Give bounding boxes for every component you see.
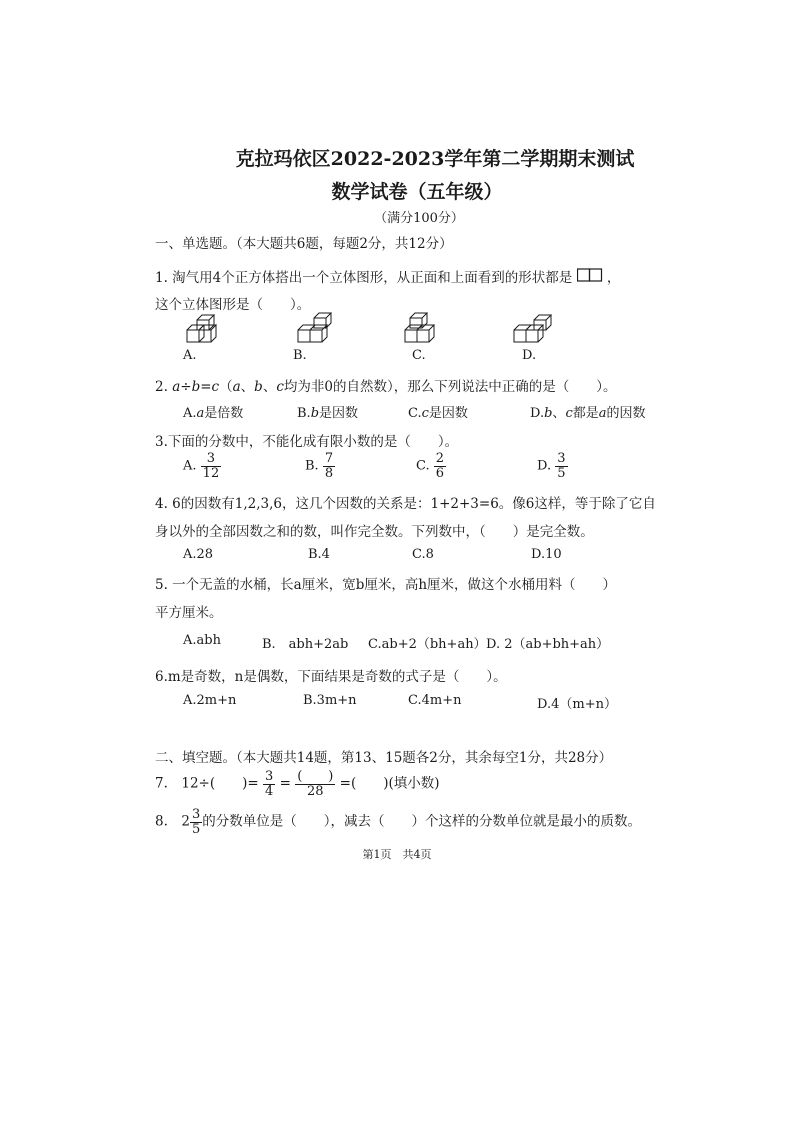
fraction: $\frac{3}{4}$ xyxy=(265,769,274,799)
q7-question: 7. 12÷( )= $\frac{3}{4}$ = $\frac{( )}{28}$ =( )(填小数) xyxy=(155,769,440,799)
q1-option-d[interactable]: D. xyxy=(522,348,537,363)
q2-question: 2. a÷b=c（a、b、c均为非0的自然数），那么下列说法中正确的是（ ）。 xyxy=(155,379,617,395)
q1-option-b[interactable]: B. xyxy=(293,348,307,363)
q4-line2: 身以外的全部因数之和的数，叫作完全数。下列数中，（ ）是完全数。 xyxy=(155,524,594,540)
fraction: $\frac{2}{6}$ xyxy=(435,451,445,481)
section1-heading: 一、单选题。（本大题共6题，每题2分，共12分） xyxy=(155,236,453,252)
q4-option-b[interactable]: B.4 xyxy=(308,547,330,562)
fraction: $\frac{3}{5}$ xyxy=(191,807,201,837)
q5-option-c[interactable]: C.ab+2（bh+ah） xyxy=(368,637,487,652)
q6-option-b[interactable]: B.3m+n xyxy=(303,693,357,708)
cube-figure-d-icon xyxy=(512,312,556,348)
q3-option-d[interactable]: D. $\frac{3}{5}$ xyxy=(537,451,566,481)
q6-option-c[interactable]: C.4m+n xyxy=(408,693,462,708)
q6-question: 6.m是奇数，n是偶数，下面结果是奇数的式子是（ ）。 xyxy=(155,669,507,685)
section2-heading: 二、填空题。（本大题共14题，第13、15题各2分，其余每空1分，共28分） xyxy=(155,750,613,766)
exam-title: 克拉玛依区2022-2023学年第二学期期末测试 xyxy=(235,148,635,170)
q2-option-b[interactable]: B.b是因数 xyxy=(297,406,359,421)
q4-option-d[interactable]: D.10 xyxy=(531,547,562,562)
fraction: $\frac{7}{8}$ xyxy=(324,451,334,481)
q5-option-b[interactable]: B. abh+2ab xyxy=(262,637,349,652)
cube-figure-a-icon xyxy=(185,312,229,348)
q5-option-d[interactable]: D. 2（ab+bh+ah） xyxy=(486,637,610,652)
q1-line1 xyxy=(155,266,620,286)
q5-option-a[interactable]: A.abh xyxy=(183,633,221,648)
q3-option-c[interactable]: C. $\frac{2}{6}$ xyxy=(416,451,445,481)
fraction: $\frac{( )}{28}$ xyxy=(297,769,334,799)
q1-option-c[interactable]: C. xyxy=(412,348,426,363)
q2-option-a[interactable]: A.a是倍数 xyxy=(183,406,244,421)
q6-option-d[interactable]: D.4（m+n） xyxy=(537,697,617,712)
q1-text: 1. 淘气用4个正方体搭出一个立体图形，从正面和上面看到的形状都是 xyxy=(155,270,573,286)
page-number: 第1页 共4页 xyxy=(362,848,432,861)
q5-line1: 5. 一个无盖的水桶，长a厘米，宽b厘米，高h厘米，做这个水桶用料（ ） xyxy=(155,577,617,593)
q3-question: 3.下面的分数中，不能化成有限小数的是（ ）。 xyxy=(155,434,459,450)
q8-question: 8. 2 $\frac{3}{5}$ 的分数单位是（ ），减去（ ）个这样的分数单位就是最小的质数。 xyxy=(155,807,642,837)
cube-figure-c-icon xyxy=(403,312,447,348)
q3-option-b[interactable]: B. $\frac{7}{8}$ xyxy=(305,451,334,481)
fraction: $\frac{3}{12}$ xyxy=(202,451,220,481)
two-squares-icon xyxy=(577,268,603,286)
q1-comma: ， xyxy=(606,270,621,286)
full-score: （满分100分） xyxy=(374,211,464,226)
q2-option-c[interactable]: C.c是因数 xyxy=(408,406,468,421)
q4-line1: 4. 6的因数有1,2,3,6，这几个因数的关系是：1+2+3=6。像6这样，等于除了它自 xyxy=(155,496,656,512)
q2-option-d[interactable]: D.b、c都是a的因数 xyxy=(530,406,646,421)
exam-subtitle: 数学试卷（五年级） xyxy=(331,181,503,203)
fraction: $\frac{3}{5}$ xyxy=(557,451,566,481)
q1-option-a[interactable]: A. xyxy=(183,348,197,363)
cube-figure-b-icon xyxy=(296,312,340,348)
q1-line2: 这个立体图形是（ ）。 xyxy=(155,297,311,313)
q4-option-c[interactable]: C.8 xyxy=(412,547,434,562)
q6-option-a[interactable]: A.2m+n xyxy=(183,693,237,708)
q5-line2: 平方厘米。 xyxy=(155,605,223,621)
q3-option-a[interactable]: A. $\frac{3}{12}$ xyxy=(183,451,220,481)
q4-option-a[interactable]: A.28 xyxy=(183,547,214,562)
